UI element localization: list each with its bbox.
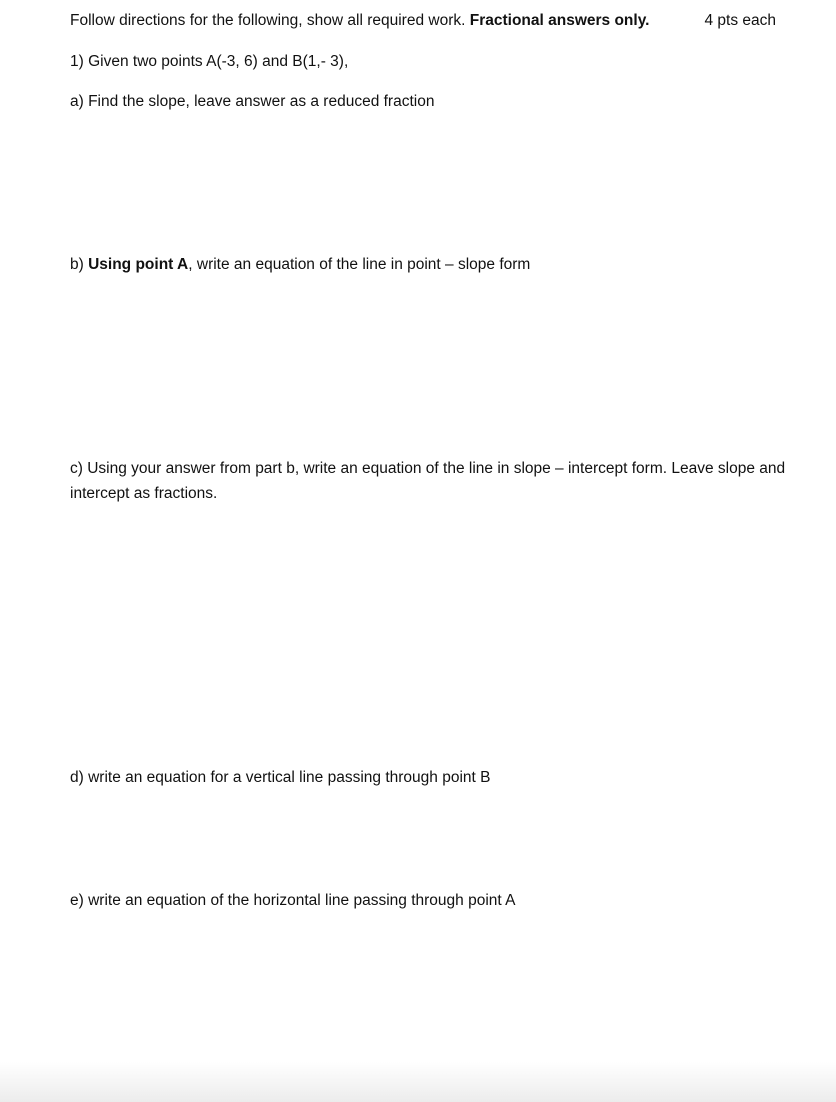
instructions-bold: Fractional answers only. [469,12,650,29]
instructions-plain: Follow directions for the following, show all required work. [70,12,470,29]
instructions-header [70,11,776,33]
problem-stem: 1) Given two points A(-3, 6) and B(1,- 3), [70,53,349,70]
part-a-question: a) Find the slope, leave answer as a reduced fraction [70,93,435,110]
points-label: 4 pts each [704,12,776,29]
part-b-question [70,255,530,275]
part-d-question: d) write an equation for a vertical line passing through point B [70,769,491,786]
part-b-prefix: b) [70,256,89,273]
instructions-text [70,11,649,31]
part-b-rest: , write an equation of the line in point – slope form [188,256,531,273]
part-c-question: c) Using your answer from part b, write an equation of the line in slope – intercept form. Leave slope and intercept as fractions. [70,460,786,502]
part-e-question: e) write an equation of the horizontal line passing through point A [70,892,516,909]
part-b-bold: Using point A [88,256,189,273]
page-bottom-shadow [0,1062,836,1102]
